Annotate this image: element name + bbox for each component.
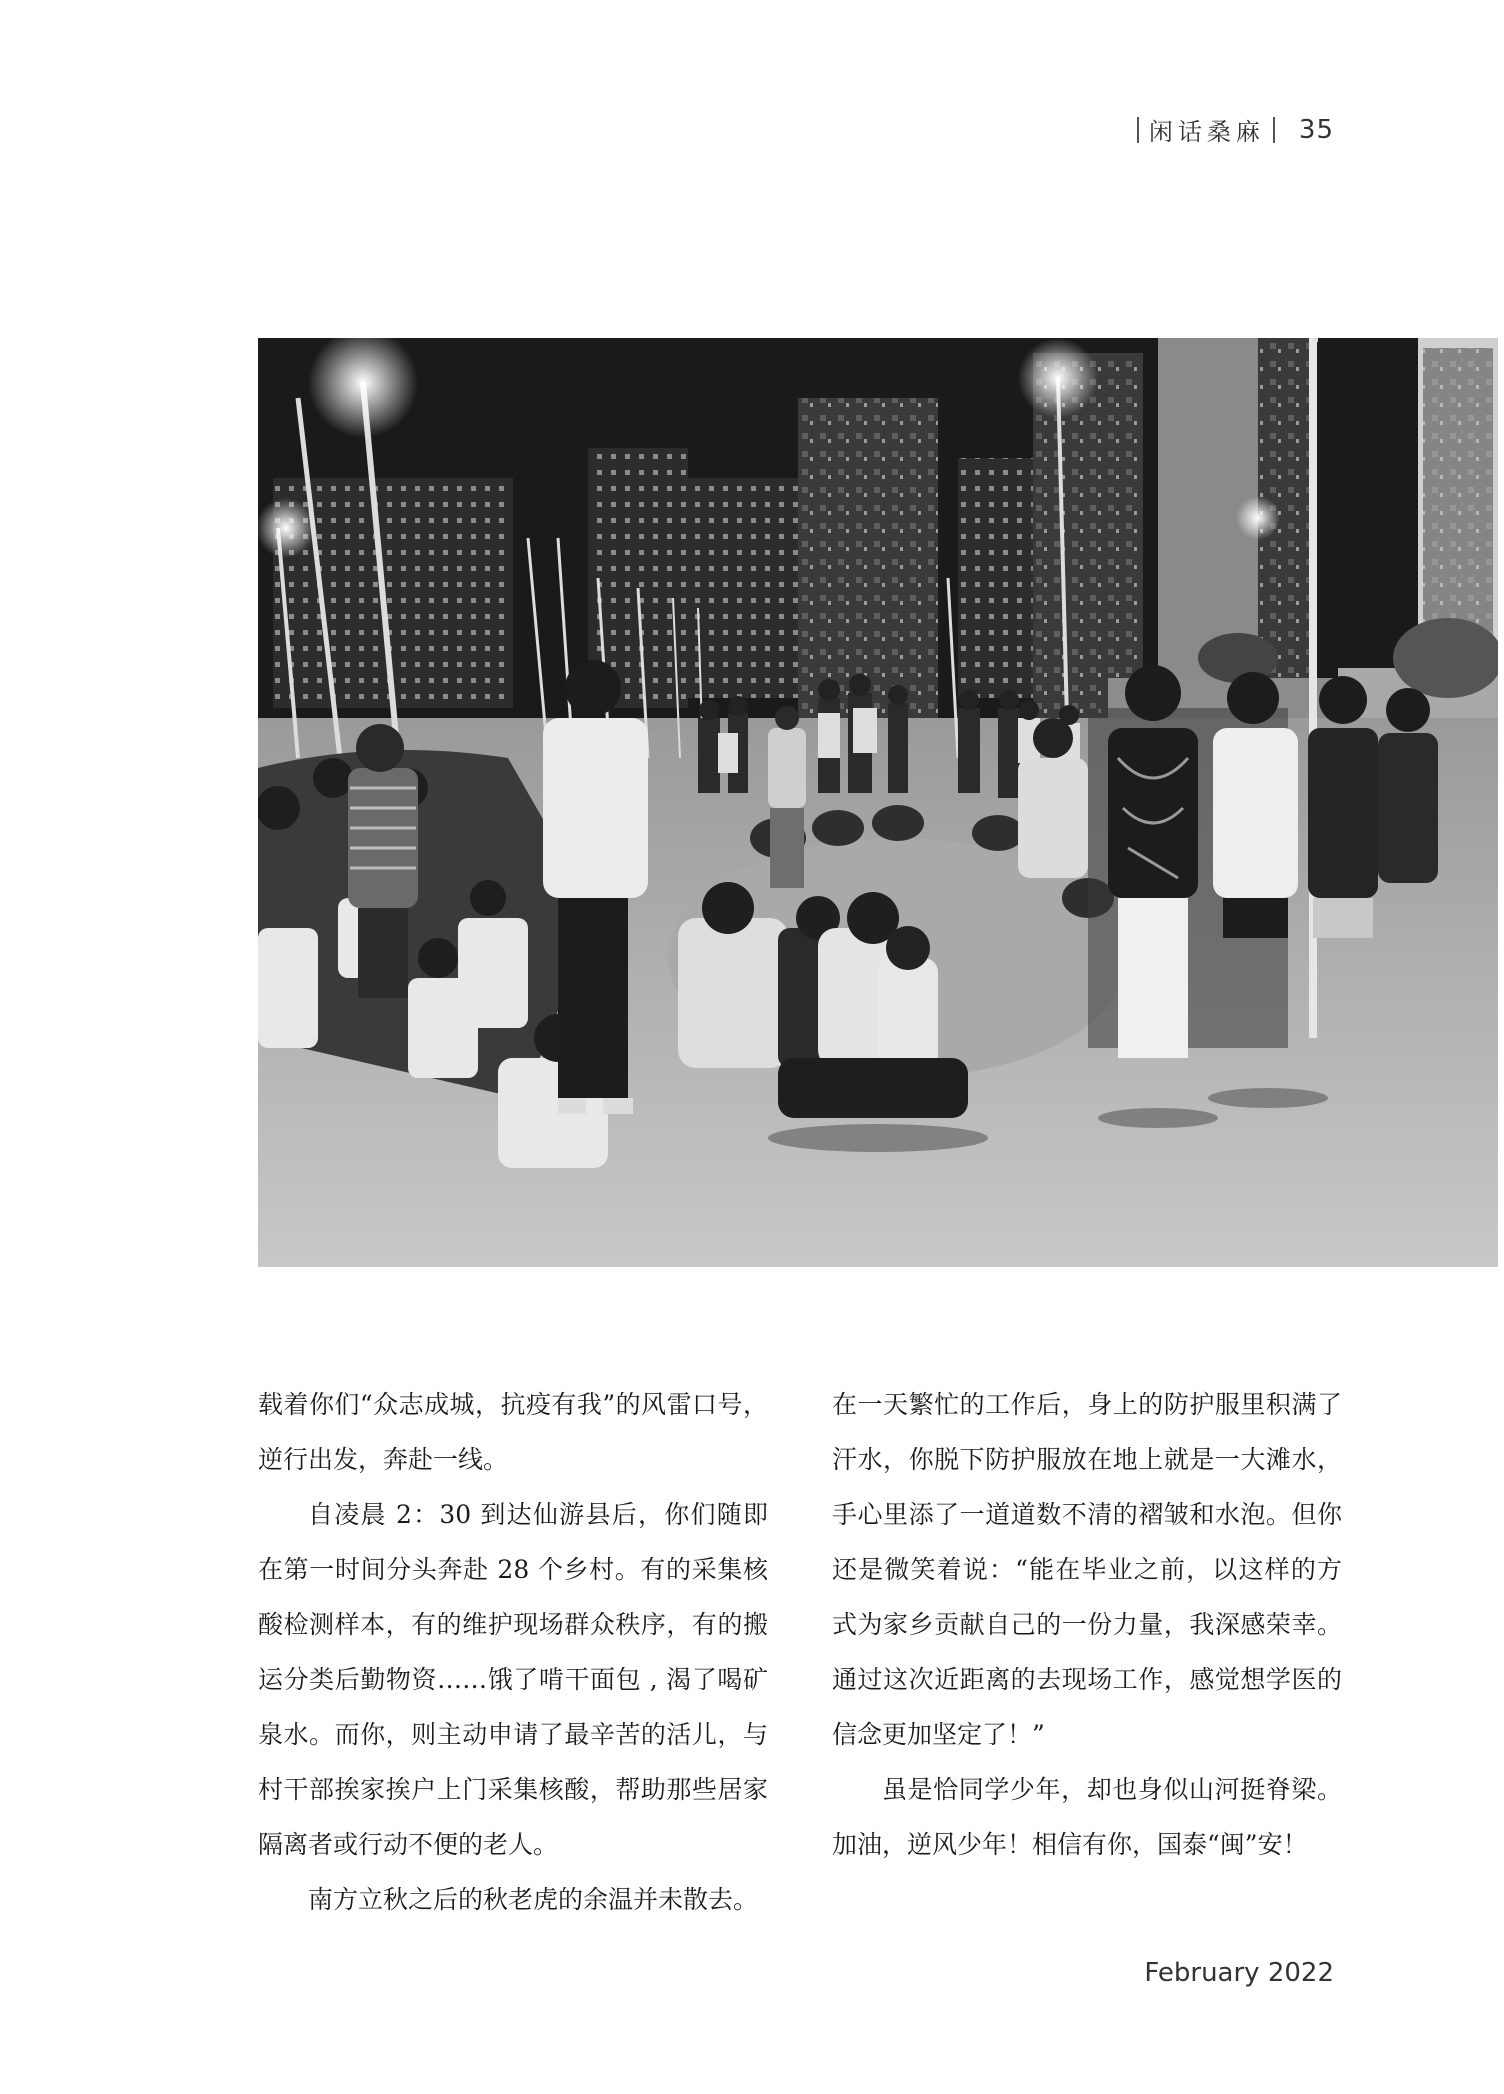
paragraph: 虽是恰同学少年，却也身似山河挺脊梁。加油，逆风少年！相信有你，国泰“闽”安！ — [832, 1775, 1342, 1859]
text-column-left — [258, 1377, 768, 1927]
article-photo — [258, 338, 1498, 1267]
paragraph: 载着你们“众志成城，抗疫有我”的风雷口号，逆行出发，奔赴一线。 — [258, 1390, 768, 1474]
running-header — [1137, 112, 1334, 147]
page-number: 35 — [1298, 114, 1334, 145]
center-speaker — [768, 706, 806, 888]
paragraph: 在一天繁忙的工作后，身上的防护服里积满了汗水，你脱下防护服放在地上就是一大滩水，手心里添了一道道数不清的褶皱和水泡。但你还是微笑着说：“能在毕业之前，以这样的方式为家乡贡献自己的一份力量，我深感荣幸。通过这次近距离的去现场工作，感觉想学医的信念更加坚定了！” — [832, 1390, 1342, 1749]
text-column-right — [832, 1377, 1342, 1872]
paragraph: 自凌晨 2：30 到达仙游县后，你们随即在第一时间分头奔赴 28 个乡村。有的采集核酸检测样本，有的维护现场群众秩序，有的搬运分类后勤物资……饿了啃干面包 , 渴了喝矿泉水。而你，则主动申请了最辛苦的活儿，与村干部挨家挨户上门采集核酸，帮助那些居家隔离者或行动不便的老人。 — [258, 1500, 768, 1859]
paragraph: 南方立秋之后的秋老虎的余温并未散去。 — [308, 1885, 759, 1914]
header-divider-right — [1273, 117, 1275, 143]
section-title: 闲话桑麻 — [1148, 118, 1265, 146]
issue-date: February 2022 — [1144, 1958, 1334, 1988]
